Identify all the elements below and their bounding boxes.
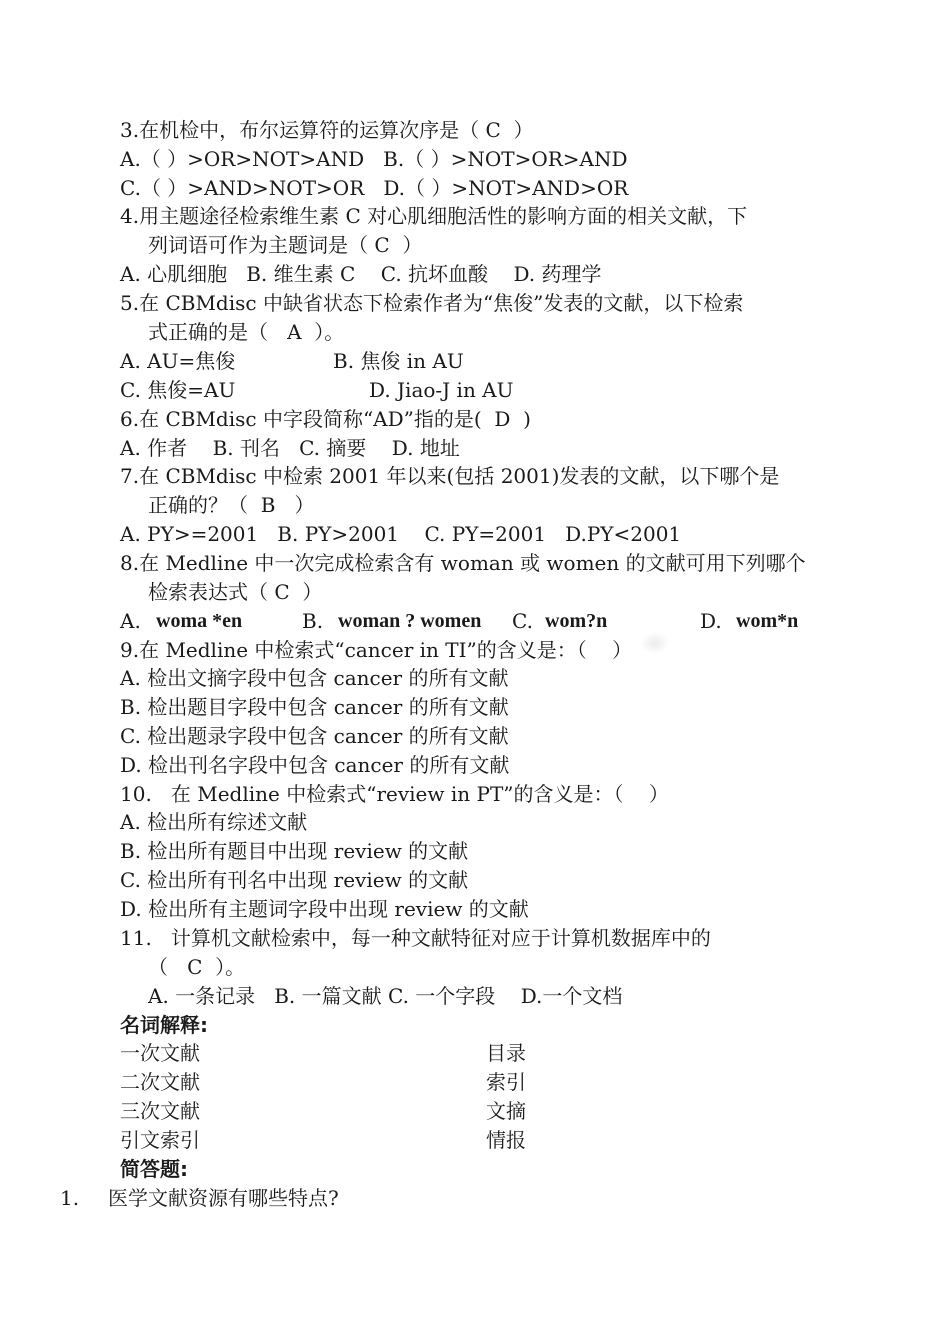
q10-option-a: A. 检出所有综述文献 [120, 810, 308, 834]
terms-heading: 名词解释: [120, 1013, 208, 1037]
short-answer-question: 医学文献资源有哪些特点? [108, 1186, 339, 1210]
q9-stem: 9.在 Medline 中检索式“cancer in TI”的含义是：（ ） [120, 638, 633, 662]
q8-option-b: woman ? women [338, 610, 482, 632]
q3-stem: 3.在机检中，布尔运算符的运算次序是（ C ） [120, 118, 534, 142]
q9-option-a: A. 检出文摘字段中包含 cancer 的所有文献 [120, 666, 509, 690]
q7-options: A. PY>=2001 B. PY>2001 C. PY=2001 D.PY<2001 [120, 522, 682, 546]
q11-options: A. 一条记录 B. 一篇文献 C. 一个字段 D.一个文档 [148, 984, 623, 1008]
q10-option-b: B. 检出所有题目中出现 review 的文献 [120, 839, 469, 863]
q5-stem-line1: 5.在 CBMdisc 中缺省状态下检索作者为“焦俊”发表的文献，以下检索 [120, 291, 744, 315]
q11-stem-line2: （ C ）。 [148, 955, 246, 979]
q5-option-a: A. AU=焦俊 [120, 349, 236, 373]
term-right-2: 索引 [486, 1070, 526, 1094]
q7-stem-line1: 7.在 CBMdisc 中检索 2001 年以来(包括 2001)发表的文献，以下哪个是 [120, 464, 780, 488]
q6-options: A. 作者 B. 刊名 C. 摘要 D. 地址 [120, 436, 460, 460]
term-left-2: 二次文献 [120, 1070, 200, 1094]
q8-option-b-label: B. [302, 609, 324, 633]
short-answer-heading: 简答题: [120, 1157, 188, 1181]
q5-stem-line2: 式正确的是（ A ）。 [148, 320, 345, 344]
q8-stem-line2: 检索表达式（ C ） [148, 580, 323, 604]
short-answer-number: 1. [60, 1186, 80, 1210]
q9-option-c: C. 检出题录字段中包含 cancer 的所有文献 [120, 724, 509, 748]
q4-stem-line2: 列词语可作为主题词是（ C ） [148, 233, 423, 257]
term-right-3: 文摘 [486, 1099, 526, 1123]
q5-option-d: D. Jiao-J in AU [369, 378, 514, 402]
q9-option-b: B. 检出题目字段中包含 cancer 的所有文献 [120, 695, 509, 719]
q7-stem-line2: 正确的？（ B ） [148, 493, 315, 517]
term-left-4: 引文索引 [120, 1128, 200, 1152]
q3-options-cd: C.（ ）>AND>NOT>OR D.（ ）>NOT>AND>OR [120, 176, 629, 200]
term-left-1: 一次文献 [120, 1041, 200, 1065]
q8-option-a: woma *en [156, 610, 243, 632]
q3-options-ab: A.（ ）>OR>NOT>AND B.（ ）>NOT>OR>AND [120, 147, 628, 171]
q10-option-d: D. 检出所有主题词字段中出现 review 的文献 [120, 897, 529, 921]
q11-stem-line1: 11. 计算机文献检索中，每一种文献特征对应于计算机数据库中的 [120, 926, 711, 950]
scan-smudge [640, 632, 670, 654]
q8-option-d-label: D. [700, 609, 722, 633]
q8-option-a-label: A. [120, 609, 141, 633]
q6-stem: 6.在 CBMdisc 中字段简称“AD”指的是( D ) [120, 407, 531, 431]
q9-option-d: D. 检出刊名字段中包含 cancer 的所有文献 [120, 753, 510, 777]
q8-stem-line1: 8.在 Medline 中一次完成检索含有 woman 或 women 的文献可用下列哪个 [120, 551, 806, 575]
q10-option-c: C. 检出所有刊名中出现 review 的文献 [120, 868, 469, 892]
q5-option-b: B. 焦俊 in AU [333, 349, 464, 373]
q8-option-c-label: C. [512, 609, 533, 633]
q4-options: A. 心肌细胞 B. 维生素 C C. 抗坏血酸 D. 药理学 [120, 262, 602, 286]
q8-option-c: wom?n [545, 610, 608, 632]
term-right-4: 情报 [486, 1128, 526, 1152]
q8-option-d: wom*n [736, 610, 799, 632]
q10-stem: 10. 在 Medline 中检索式“review in PT”的含义是：（ ） [120, 782, 669, 806]
q4-stem-line1: 4.用主题途径检索维生素 C 对心肌细胞活性的影响方面的相关文献，下 [120, 204, 748, 228]
term-left-3: 三次文献 [120, 1099, 200, 1123]
q5-option-c: C. 焦俊=AU [120, 378, 236, 402]
term-right-1: 目录 [486, 1041, 526, 1065]
